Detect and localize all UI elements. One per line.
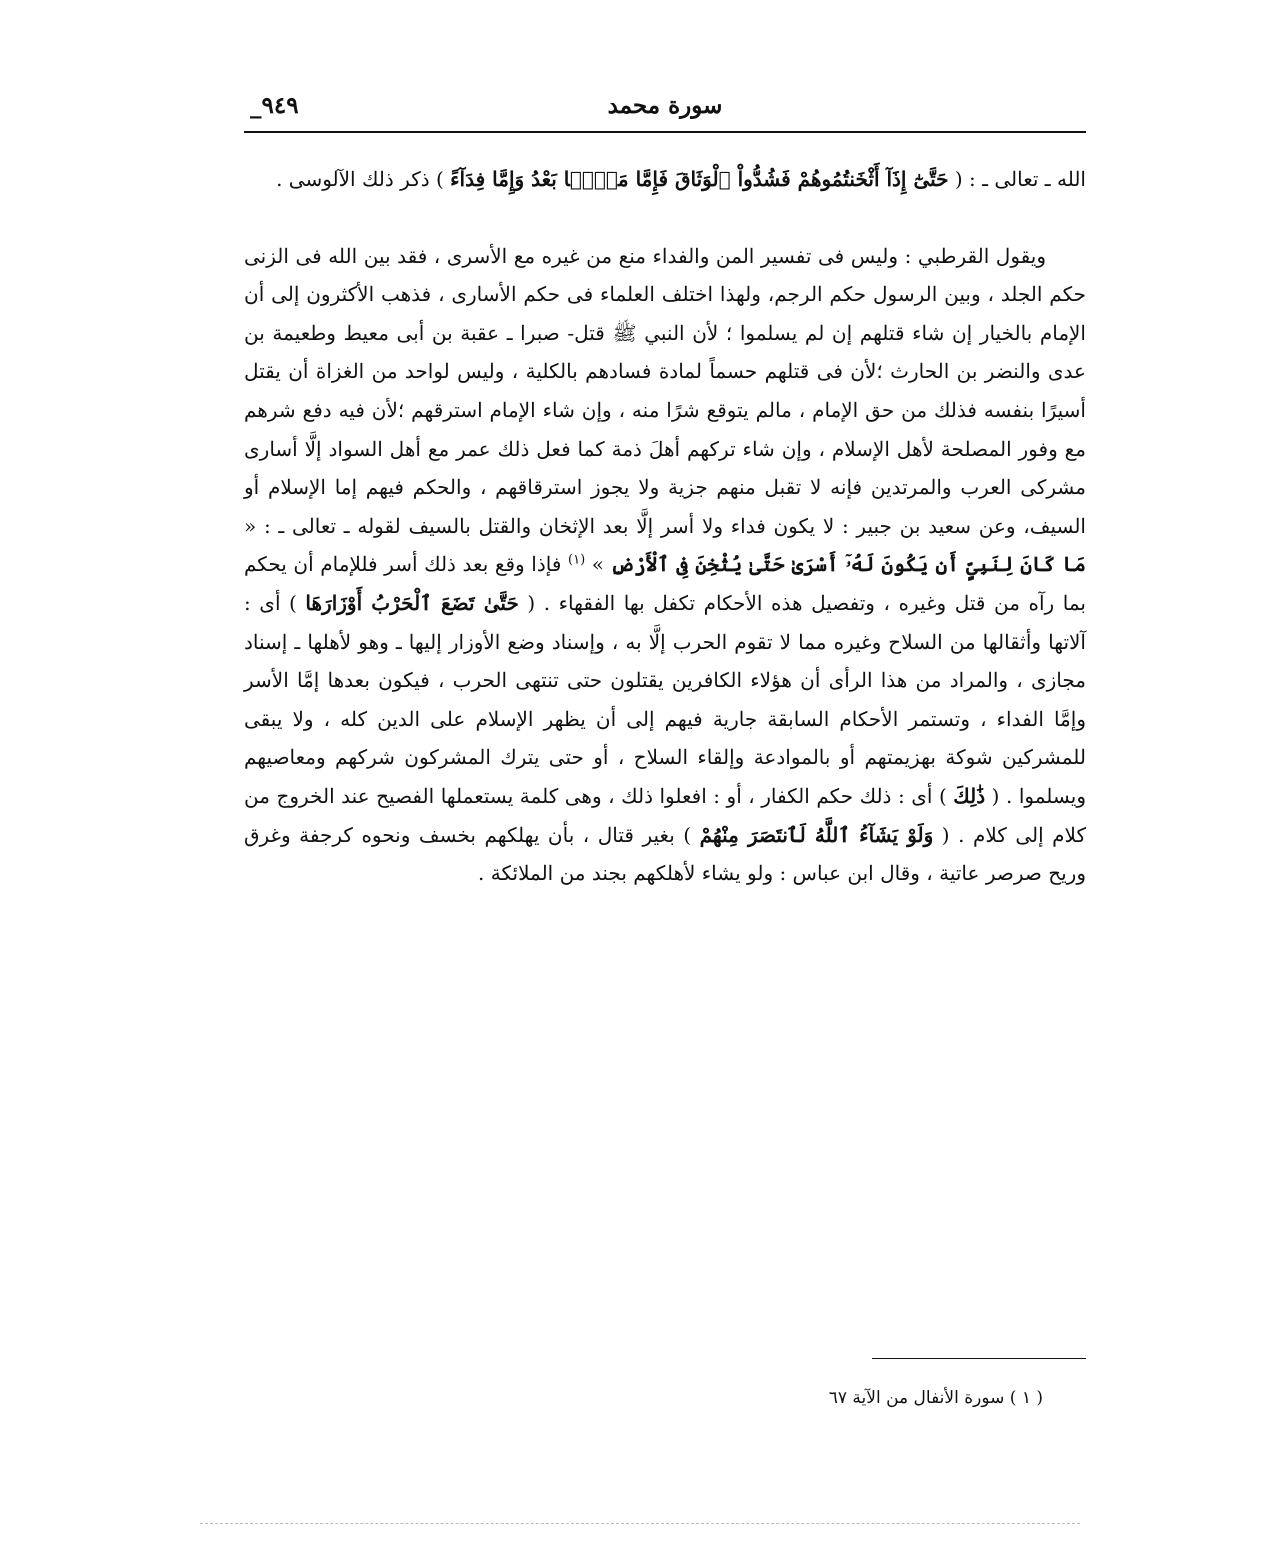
paragraph-1 — [244, 160, 1086, 199]
paragraph-2 — [244, 237, 1086, 893]
surah-title: سورة محمد — [607, 92, 723, 119]
paragraph-gap — [244, 199, 1086, 237]
para2-text-4: ) أى : آلاتها وأثقالها من السلاح وغيره مما لا تقوم الحرب إلَّا به ، وإسناد وضع الأوزار إليها ـ وهو لأهلها ـ إسناد مجازى ، والمراد من هذا الرأى أن هؤلاء الكافرين يقتلون حتى تنتهى الحرب ، فيكون بعدها إمَّا الأسر وإمَّا الفداء ، وتستمر الأحكام السابقة جارية فيهم إلى أن يظهر الإسلام على الدين كله ، ولا يبقى للمشركين شوكة بهزيمتهم أو بالموادعة وإلقاء السلاح ، أو حتى يترك المشركون شركهم ومعاصيهم ويسلموا . ( — [244, 590, 1086, 808]
para1-text-2: ) ذكر ذلك الآلوسى . — [276, 167, 451, 191]
main-text — [244, 160, 1086, 893]
para2-text-1: ويقول القرطبي : وليس فى تفسير المن والفداء منع من غيره مع الأسرى ، فقد بين الله فى الزنى حكم الجلد ، وبين الرسول حكم الرجم، ولهذا اختلف العلماء فى حكم الأسارى ، فذهب الأكثرون إلى أن الإمام بالخيار إن شاء قتلهم إن لم يسلموا ؛ لأن النبي ﷺ قتل- صبرا ـ عقبة بن أبى معيط وطعيمة بن عدى والنضر بن الحارث ؛لأن فى قتلهم حسماً لمادة فسادهم بالكلية ، وليس لواحد من الغزاة أن يقتل أسيرًا بنفسه فذلك من حق الإمام ، مالم يتوقع شرًا منه ، وإن شاء الإمام استرقهم ؛لأن فيه دفع شرهم مع وفور المصلحة لأهل الإسلام ، وإن شاء تركهم أهلَ ذمة كما فعل ذلك عمر مع أهل السواد إلَّا أسارى مشركى العرب والمرتدين فإنه لا تقبل منهم جزية ولا يجوز استرقاقهم ، والحكم فيهم إما الإسلام أو السيف، وعن سعيد بن جبير : لا يكون فداء ولا أسر إلَّا بعد الإثخان والقتل بالسيف لقوله ـ تعالى ـ : « — [244, 243, 1086, 538]
para2-text-2: » — [585, 552, 611, 577]
footnote-divider — [872, 1358, 1086, 1359]
para2-text-6: ) بغير قتال ، بأن يهلكهم بخسف ونحوه كرجفة وغرق وريح صرصر عاتية ، وقال ابن عباس : ولو يشاء لأهلكهم بجند من الملائكة . — [244, 822, 1086, 886]
quran-verse-4: ذَٰلِكَ — [953, 783, 986, 808]
page-bottom-edge — [200, 1523, 1080, 1524]
para2-text-5: ) أى : ذلك حكم الكفار ، أو : افعلوا ذلك ، وهى كلمة يستعملها الفصيح عند الخروج من كلام إلى كلام . ( — [244, 783, 1086, 847]
page-number: ٩٤٩_ — [250, 92, 299, 119]
quran-verse-5: وَلَوْ يَشَآءُ ٱللَّهُ لَٱنتَصَرَ مِنْهُمْ — [699, 822, 934, 847]
quran-verse-3: حَتَّىٰ تَضَعَ ٱلْحَرْبُ أَوْزَارَهَا — [305, 590, 519, 615]
footnote-marker: (١) — [568, 552, 586, 568]
footnote: ( ١ ) سورة الأنفال من الآية ٦٧ — [828, 1388, 1043, 1408]
quran-verse-1: حَتَّىٰٓ إِذَآ أَثْخَنتُمُوهُمْ فَشُدُّواْ ٱلْوَثَاقَ فَإِمَّا مَنًّۢا بَعْدُ وَإِمَّا فِدَآءً — [450, 167, 949, 191]
para1-text-1: الله ـ تعالى ـ : ( — [948, 167, 1086, 191]
para2-text-3: فإذا وقع بعد ذلك أسر فللإمام أن يحكم بما رآه من قتل وغيره ، وتفصيل هذه الأحكام تكفل بها الفقهاء . ( — [244, 552, 1086, 615]
quran-verse-2: مَا كَانَ لِنَبِىٍّ أَن يَكُونَ لَهُۥٓ أَسْرَىٰ حَتَّىٰ يُثْخِنَ فِى ٱلْأَرْضِ — [610, 552, 1086, 577]
header-divider — [244, 131, 1086, 133]
page-header — [244, 92, 1086, 132]
